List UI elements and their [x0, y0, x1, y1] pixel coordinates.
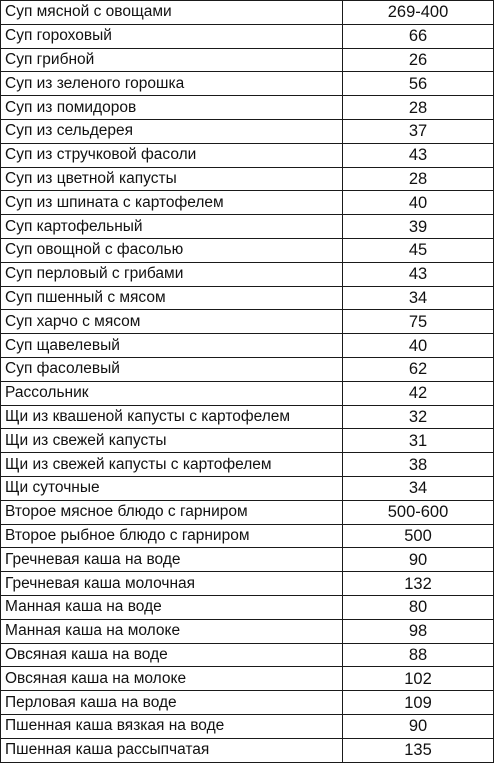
- calorie-value-cell: 42: [343, 381, 494, 405]
- table-row: [1, 96, 494, 120]
- table-row: [1, 1, 494, 25]
- calorie-value-cell: 56: [343, 72, 494, 96]
- dish-name-cell: Суп картофельный: [1, 215, 343, 239]
- calorie-value-cell: 90: [343, 548, 494, 572]
- calorie-value-cell: 40: [343, 334, 494, 358]
- table-row: [1, 714, 494, 738]
- dish-name-cell: Манная каша на воде: [1, 595, 343, 619]
- dish-name-cell: Суп харчо с мясом: [1, 310, 343, 334]
- table-row: [1, 310, 494, 334]
- calorie-value-cell: 38: [343, 453, 494, 477]
- table-row: [1, 119, 494, 143]
- table-body: [1, 1, 494, 763]
- dish-name-cell: Щи из свежей капусты: [1, 429, 343, 453]
- calorie-value-cell: 37: [343, 119, 494, 143]
- table-row: [1, 619, 494, 643]
- dish-name-cell: Щи из свежей капусты с картофелем: [1, 453, 343, 477]
- table-row: [1, 357, 494, 381]
- calorie-value-cell: 269-400: [343, 1, 494, 25]
- table-row: [1, 143, 494, 167]
- dish-name-cell: Суп пшенный с мясом: [1, 286, 343, 310]
- calorie-value-cell: 102: [343, 667, 494, 691]
- calorie-value-cell: 40: [343, 191, 494, 215]
- table-row: [1, 738, 494, 762]
- calorie-value-cell: 31: [343, 429, 494, 453]
- calorie-value-cell: 28: [343, 96, 494, 120]
- calorie-value-cell: 75: [343, 310, 494, 334]
- table-row: [1, 72, 494, 96]
- dish-name-cell: Суп фасолевый: [1, 357, 343, 381]
- calorie-value-cell: 88: [343, 643, 494, 667]
- dish-name-cell: Суп овощной с фасолью: [1, 238, 343, 262]
- dish-name-cell: Гречневая каша на воде: [1, 548, 343, 572]
- table-row: [1, 381, 494, 405]
- calorie-value-cell: 66: [343, 24, 494, 48]
- calorie-value-cell: 132: [343, 572, 494, 596]
- dish-name-cell: Щи из квашеной капусты с картофелем: [1, 405, 343, 429]
- dish-name-cell: Овсяная каша на молоке: [1, 667, 343, 691]
- table-row: [1, 24, 494, 48]
- table-row: [1, 595, 494, 619]
- table-row: [1, 548, 494, 572]
- dish-name-cell: Щи суточные: [1, 476, 343, 500]
- dish-name-cell: Второе рыбное блюдо с гарниром: [1, 524, 343, 548]
- table-row: [1, 643, 494, 667]
- dish-name-cell: Суп щавелевый: [1, 334, 343, 358]
- table-row: [1, 476, 494, 500]
- table-row: [1, 500, 494, 524]
- calorie-value-cell: 32: [343, 405, 494, 429]
- dish-name-cell: Пшенная каша рассыпчатая: [1, 738, 343, 762]
- table-row: [1, 691, 494, 715]
- calorie-value-cell: 62: [343, 357, 494, 381]
- table-row: [1, 667, 494, 691]
- dish-name-cell: Суп из цветной капусты: [1, 167, 343, 191]
- dish-name-cell: Перловая каша на воде: [1, 691, 343, 715]
- dish-name-cell: Пшенная каша вязкая на воде: [1, 714, 343, 738]
- calorie-value-cell: 500: [343, 524, 494, 548]
- dish-name-cell: Суп из помидоров: [1, 96, 343, 120]
- calorie-value-cell: 80: [343, 595, 494, 619]
- dish-name-cell: Суп из шпината с картофелем: [1, 191, 343, 215]
- calorie-value-cell: 500-600: [343, 500, 494, 524]
- table-row: [1, 238, 494, 262]
- table-row: [1, 191, 494, 215]
- dish-name-cell: Суп грибной: [1, 48, 343, 72]
- table-row: [1, 405, 494, 429]
- table-row: [1, 429, 494, 453]
- table-row: [1, 524, 494, 548]
- dish-name-cell: Второе мясное блюдо с гарниром: [1, 500, 343, 524]
- calorie-value-cell: 43: [343, 143, 494, 167]
- table-row: [1, 286, 494, 310]
- table-row: [1, 334, 494, 358]
- table-row: [1, 167, 494, 191]
- table-row: [1, 262, 494, 286]
- dish-name-cell: Суп перловый с грибами: [1, 262, 343, 286]
- dish-name-cell: Овсяная каша на воде: [1, 643, 343, 667]
- dish-name-cell: Суп из зеленого горошка: [1, 72, 343, 96]
- calorie-value-cell: 98: [343, 619, 494, 643]
- table-row: [1, 453, 494, 477]
- dish-name-cell: Манная каша на молоке: [1, 619, 343, 643]
- dish-name-cell: Рассольник: [1, 381, 343, 405]
- dish-name-cell: Суп мясной с овощами: [1, 1, 343, 25]
- calorie-value-cell: 26: [343, 48, 494, 72]
- dish-name-cell: Гречневая каша молочная: [1, 572, 343, 596]
- dish-name-cell: Суп из сельдерея: [1, 119, 343, 143]
- calorie-value-cell: 135: [343, 738, 494, 762]
- calorie-value-cell: 45: [343, 238, 494, 262]
- dish-name-cell: Суп гороховый: [1, 24, 343, 48]
- table-row: [1, 572, 494, 596]
- table-row: [1, 215, 494, 239]
- calorie-value-cell: 43: [343, 262, 494, 286]
- calorie-value-cell: 28: [343, 167, 494, 191]
- calorie-value-cell: 39: [343, 215, 494, 239]
- calorie-value-cell: 109: [343, 691, 494, 715]
- calorie-value-cell: 34: [343, 476, 494, 500]
- table-row: [1, 48, 494, 72]
- dish-name-cell: Суп из стручковой фасоли: [1, 143, 343, 167]
- calorie-value-cell: 34: [343, 286, 494, 310]
- calorie-value-cell: 90: [343, 714, 494, 738]
